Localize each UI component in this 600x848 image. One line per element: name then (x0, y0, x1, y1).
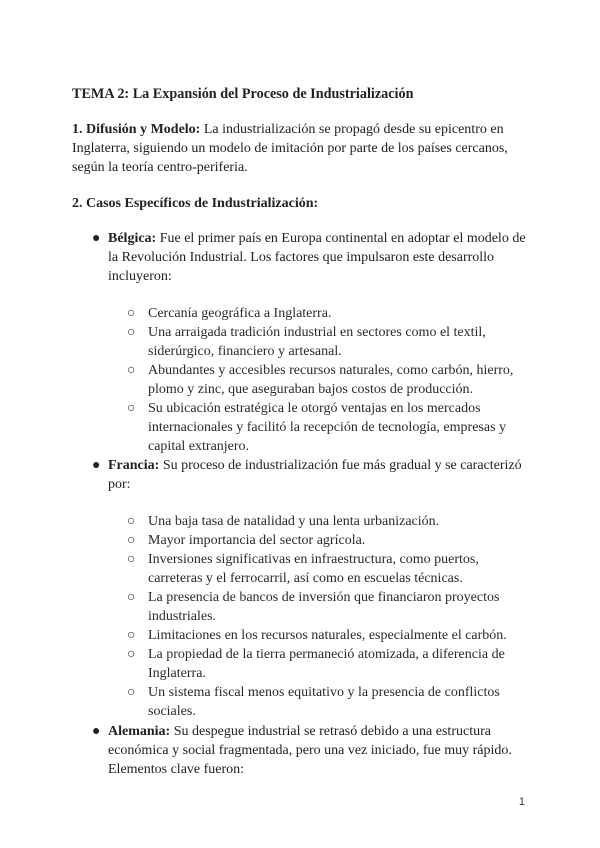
alemania-label: Alemania: (108, 724, 171, 739)
list-item-belgica (72, 229, 532, 456)
sub-list-item (127, 512, 532, 531)
circle-bullet-icon: ○ (127, 647, 136, 662)
document-title: TEMA 2: La Expansión del Proceso de Industrialización (72, 86, 414, 102)
sub-list-item-text: Abundantes y accesibles recursos naturales, como carbón, hierro, plomo y zinc, que aseguraban bajos costos de producción. (148, 363, 514, 397)
sub-list-item (127, 588, 532, 626)
sub-list-item (127, 550, 532, 588)
sub-list-item (127, 304, 532, 323)
circle-bullet-icon: ○ (127, 685, 136, 700)
list-item-francia (72, 456, 532, 721)
section-1-text: La industrialización se propagó desde su epicentro en Inglaterra, siguiendo un modelo de imitación por parte de los países cercanos, según la teoría centro-periferia. (72, 122, 508, 175)
circle-bullet-icon: ○ (127, 590, 136, 605)
alemania-text: Su despegue industrial se retrasó debido a una estructura económica y social fragmentada, pero una vez iniciado, fue muy rápido. Elementos clave fueron: (108, 724, 512, 777)
sub-list-item-text: Mayor importancia del sector agrícola. (148, 533, 366, 548)
francia-label: Francia: (108, 458, 160, 473)
circle-bullet-icon: ○ (127, 363, 136, 378)
sub-list-item-text: Una arraigada tradición industrial en sectores como el textil, siderúrgico, financiero y artesanal. (148, 325, 486, 359)
sub-list-item (127, 645, 532, 683)
list-item-alemania (72, 722, 532, 779)
country-list (72, 229, 532, 779)
sub-list-item-text: Limitaciones en los recursos naturales, especialmente el carbón. (148, 628, 507, 643)
bullet-icon: ● (92, 724, 101, 739)
francia-text: Su proceso de industrialización fue más gradual y se caracterizó por: (108, 458, 522, 492)
sub-list-item (127, 399, 532, 456)
circle-bullet-icon: ○ (127, 533, 136, 548)
sub-list-item (127, 683, 532, 721)
document-page (72, 84, 532, 779)
belgica-text: Fue el primer país en Europa continental en adoptar el modelo de la Revolución Industrial. Los factores que impulsaron este desarrollo incluyeron: (108, 231, 526, 284)
sub-list-item-text: La presencia de bancos de inversión que financiaron proyectos industriales. (148, 590, 500, 624)
sub-list-item (127, 626, 532, 645)
belgica-label: Bélgica: (108, 231, 157, 246)
sub-list-item-text: Inversiones significativas en infraestructura, como puertos, carreteras y el ferrocarril, así como en escuelas técnicas. (148, 552, 479, 586)
circle-bullet-icon: ○ (127, 306, 136, 321)
sub-list-item-text: La propiedad de la tierra permaneció atomizada, a diferencia de Inglaterra. (148, 647, 505, 681)
sub-list-item (127, 361, 532, 399)
bullet-icon: ● (92, 458, 101, 473)
circle-bullet-icon: ○ (127, 552, 136, 567)
francia-sublist (127, 512, 532, 721)
bullet-icon: ● (92, 231, 101, 246)
circle-bullet-icon: ○ (127, 325, 136, 340)
page-number: 1 (518, 796, 525, 808)
circle-bullet-icon: ○ (127, 628, 136, 643)
sub-list-item-text: Una baja tasa de natalidad y una lenta urbanización. (148, 514, 440, 529)
sub-list-item-text: Cercanía geográfica a Inglaterra. (148, 306, 332, 321)
sub-list-item (127, 323, 532, 361)
sub-list-item-text: Un sistema fiscal menos equitativo y la presencia de conflictos sociales. (148, 685, 500, 719)
section-2-heading: 2. Casos Específicos de Industrialización: (72, 196, 319, 211)
section-1-paragraph (72, 120, 532, 177)
sub-list-item-text: Su ubicación estratégica le otorgó ventajas en los mercados internacionales y facilitó la recepción de tecnología, empresas y capital extranjero. (148, 401, 507, 454)
circle-bullet-icon: ○ (127, 401, 136, 416)
sub-list-item (127, 531, 532, 550)
section-1-heading: 1. Difusión y Modelo: (72, 122, 201, 137)
circle-bullet-icon: ○ (127, 514, 136, 529)
belgica-sublist (127, 304, 532, 456)
